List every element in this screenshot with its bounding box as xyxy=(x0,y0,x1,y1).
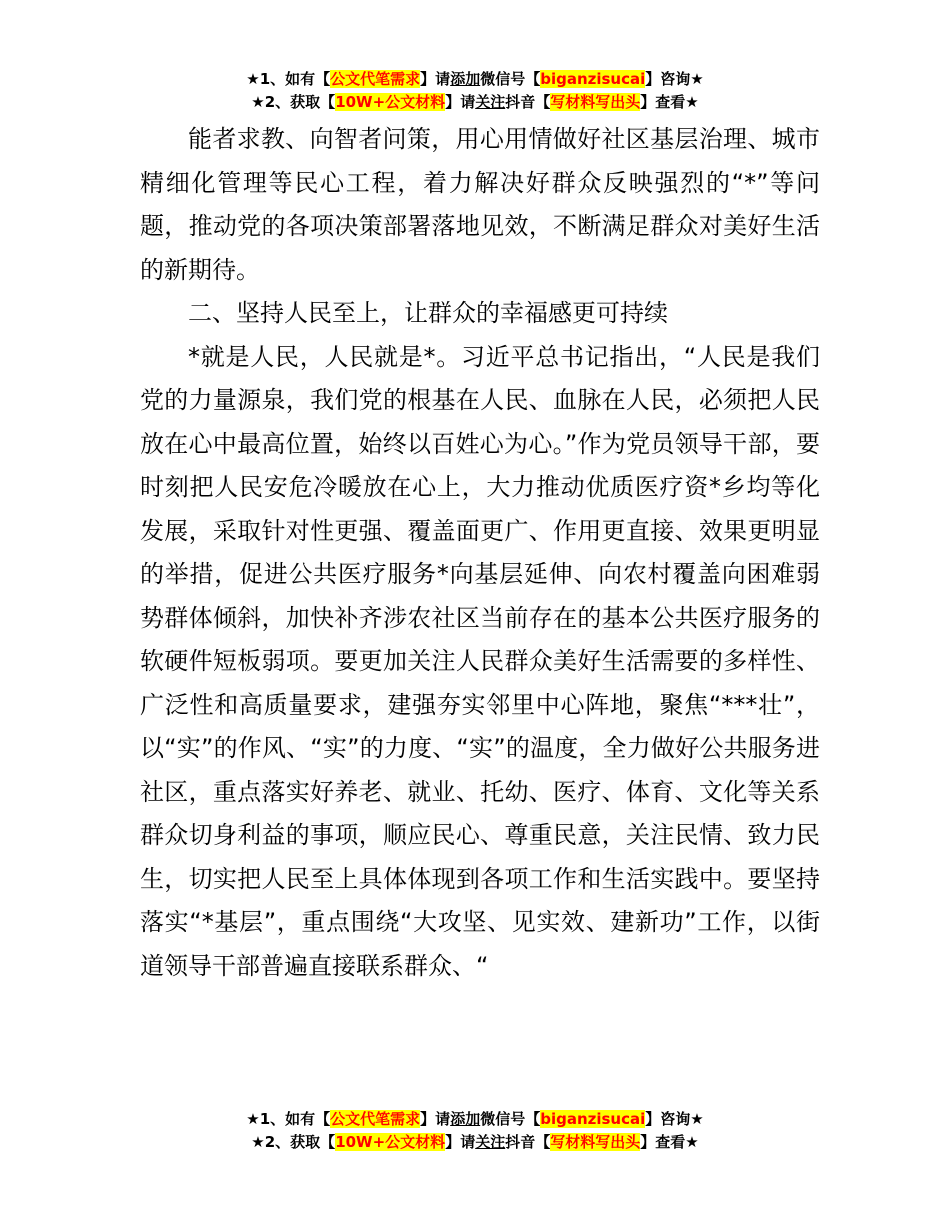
banner-text: 】请 xyxy=(445,93,476,111)
banner-text: 】请 xyxy=(445,1133,476,1151)
banner-line-2 xyxy=(0,91,950,114)
banner-text: 】查看★ xyxy=(640,93,699,111)
banner-highlight: biganzisucai xyxy=(540,70,646,88)
banner-highlight: 公文代笔需求 xyxy=(330,70,421,88)
header-banner xyxy=(0,68,950,114)
banner-highlight: 10W+公文材料 xyxy=(335,1133,446,1151)
banner-text: 微信号【 xyxy=(480,1110,541,1128)
banner-text: ★1、如有【 xyxy=(246,1110,331,1128)
banner-text: 】请 xyxy=(420,1110,451,1128)
banner-line-1 xyxy=(0,68,950,91)
banner-text: 抖音【 xyxy=(505,93,551,111)
banner-highlight: 写材料写出头 xyxy=(550,93,641,111)
banner-text: ★2、获取【 xyxy=(251,1133,336,1151)
banner-text: 】请 xyxy=(420,70,451,88)
section-heading: 二、坚持人民至上，让群众的幸福感更可持续 xyxy=(188,299,668,327)
document-body xyxy=(140,118,820,988)
banner-highlight: 公文代笔需求 xyxy=(330,1110,421,1128)
footer-banner xyxy=(0,1108,950,1154)
banner-line-2 xyxy=(0,1131,950,1154)
banner-underline: 添加 xyxy=(450,1110,481,1128)
banner-underline: 添加 xyxy=(450,70,481,88)
banner-text: 】咨询★ xyxy=(645,70,704,88)
banner-highlight: biganzisucai xyxy=(540,1110,646,1128)
paragraph: *就是人民，人民就是*。习近平总书记指出，“人民是我们党的力量源泉，我们党的根基在人民、血脉在人民，必须把人民放在心中最高位置，始终以百姓心为心。”作为党员领导干部，要时刻把人民安危冷暖放在心上，大力推动优质医疗资*乡均等化发展，采取针对性更强、覆盖面更广、作用更直接、效果更明显的举措，促进公共医疗服务*向基层延伸、向农村覆盖向困难弱势群体倾斜，加快补齐涉农社区当前存在的基本公共医疗服务的软硬件短板弱项。要更加关注人民群众美好生活需要的多样性、广泛性和高质量要求，建强夯实邻里中心阵地，聚焦“***壮”，以“实”的作风、“实”的力度、“实”的温度，全力做好公共服务进社区，重点落实好养老、就业、托幼、医疗、体育、文化等关系群众切身利益的事项，顺应民心、尊重民意，关注民情、致力民生，切实把人民至上具体体现到各项工作和生活实践中。要坚持落实“*基层”，重点围绕“大攻坚、见实效、建新功”工作，以街道领导干部普遍直接联系群众、“ xyxy=(140,342,820,980)
banner-highlight: 写材料写出头 xyxy=(550,1133,641,1151)
banner-text: 】查看★ xyxy=(640,1133,699,1151)
banner-underline: 关注 xyxy=(475,1133,506,1151)
banner-highlight: 10W+公文材料 xyxy=(335,93,446,111)
banner-text: 微信号【 xyxy=(480,70,541,88)
paragraph: 能者求教、向智者问策，用心用情做好社区基层治理、城市精细化管理等民心工程，着力解决好群众反映强烈的“*”等问题，推动党的各项决策部署落地见效，不断满足群众对美好生活的新期待。 xyxy=(140,125,820,284)
banner-text: ★1、如有【 xyxy=(246,70,331,88)
banner-text: 】咨询★ xyxy=(645,1110,704,1128)
banner-text: ★2、获取【 xyxy=(251,93,336,111)
banner-text: 抖音【 xyxy=(505,1133,551,1151)
banner-underline: 关注 xyxy=(475,93,506,111)
banner-line-1 xyxy=(0,1108,950,1131)
